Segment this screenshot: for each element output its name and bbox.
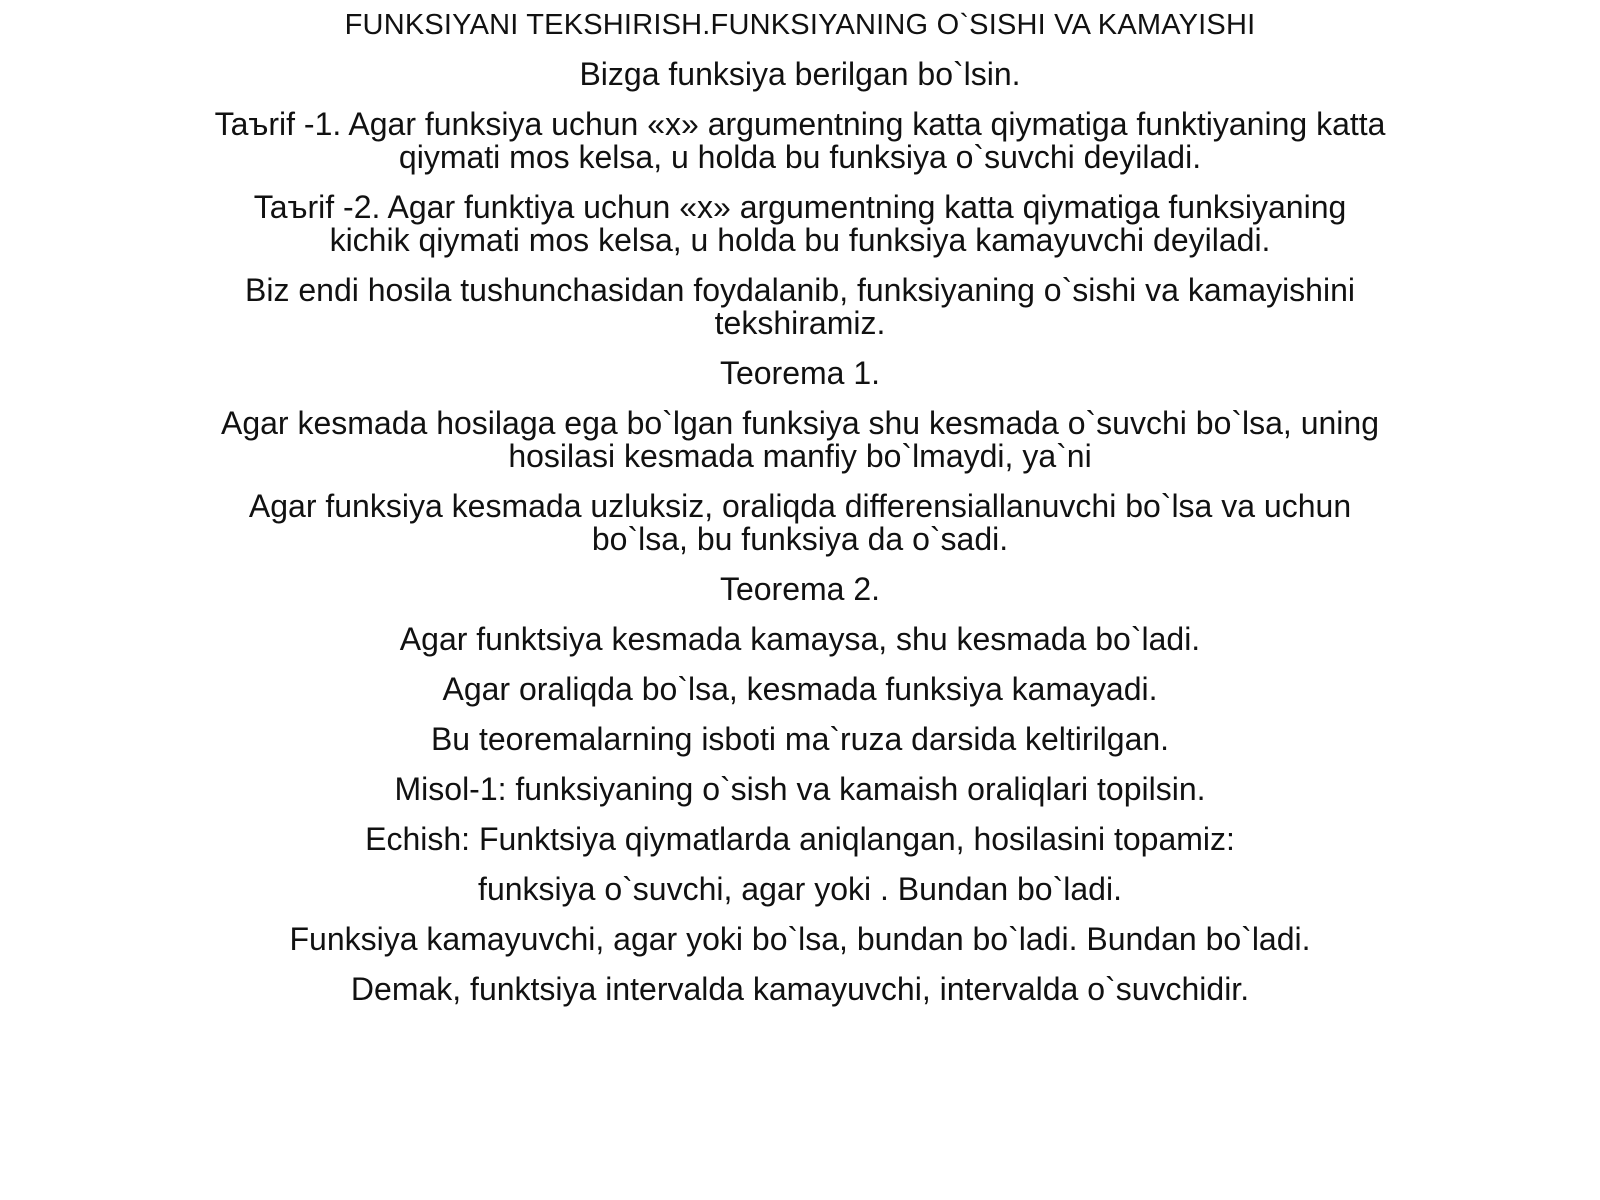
- document-body: [210, 58, 1390, 1023]
- paragraph-increasing: funksiya o`suvchi, agar yoki . Bundan bo`ladi.: [478, 871, 1122, 907]
- paragraph-definition-2: Taъrif -2. Agar funktiya uchun «x» argumentning katta qiymatiga funksiyaning kichik qiymati mos kelsa, u holda bu funksiya kamayuvchi deyiladi.: [253, 189, 1347, 258]
- paragraph-definition-1: Taъrif -1. Agar funksiya uchun «x» argumentning katta qiymatiga funktiyaning katta qiymati mos kelsa, u holda bu funksiya o`suvchi deyiladi.: [214, 106, 1386, 175]
- paragraph-theorem-1-converse: Agar funksiya kesmada uzluksiz, oraliqda differensiallanuvchi bo`lsa va uchun bo`lsa, bu funksiya da o`sadi.: [248, 488, 1352, 557]
- paragraph-derivative-intro: Biz endi hosila tushunchasidan foydalanib, funksiyaning o`sishi va kamayishini tekshiramiz.: [245, 272, 1355, 341]
- paragraph-decreasing: Funksiya kamayuvchi, agar yoki bo`lsa, bundan bo`ladi. Bundan bo`ladi.: [289, 921, 1311, 957]
- page-title: FUNKSIYANI TEKSHIRISH.FUNKSIYANING O`SISHI VA KAMAYISHI: [344, 9, 1256, 41]
- heading-theorem-2: Teorema 2.: [719, 571, 881, 607]
- paragraph-theorem-2-statement: Agar funktsiya kesmada kamaysa, shu kesmada bo`ladi.: [399, 621, 1201, 657]
- heading-theorem-1: Teorema 1.: [719, 355, 881, 391]
- paragraph-solution: Echish: Funktsiya qiymatlarda aniqlangan, hosilasini topamiz:: [365, 821, 1235, 857]
- paragraph-conclusion: Demak, funktsiya intervalda kamayuvchi, intervalda o`suvchidir.: [350, 971, 1250, 1007]
- paragraph-theorem-1-statement: Agar kesmada hosilaga ega bo`lgan funksiya shu kesmada o`suvchi bo`lsa, uning hosilasi kesmada manfiy bo`lmaydi, ya`ni: [220, 405, 1379, 474]
- paragraph-intro: Bizga funksiya berilgan bo`lsin.: [579, 56, 1021, 92]
- paragraph-example-1: Misol-1: funksiyaning o`sish va kamaish oraliqlari topilsin.: [394, 771, 1206, 807]
- paragraph-proof-note: Bu teoremalarning isboti ma`ruza darsida keltirilgan.: [430, 721, 1170, 757]
- paragraph-theorem-2-converse: Agar oraliqda bo`lsa, kesmada funksiya kamayadi.: [442, 671, 1158, 707]
